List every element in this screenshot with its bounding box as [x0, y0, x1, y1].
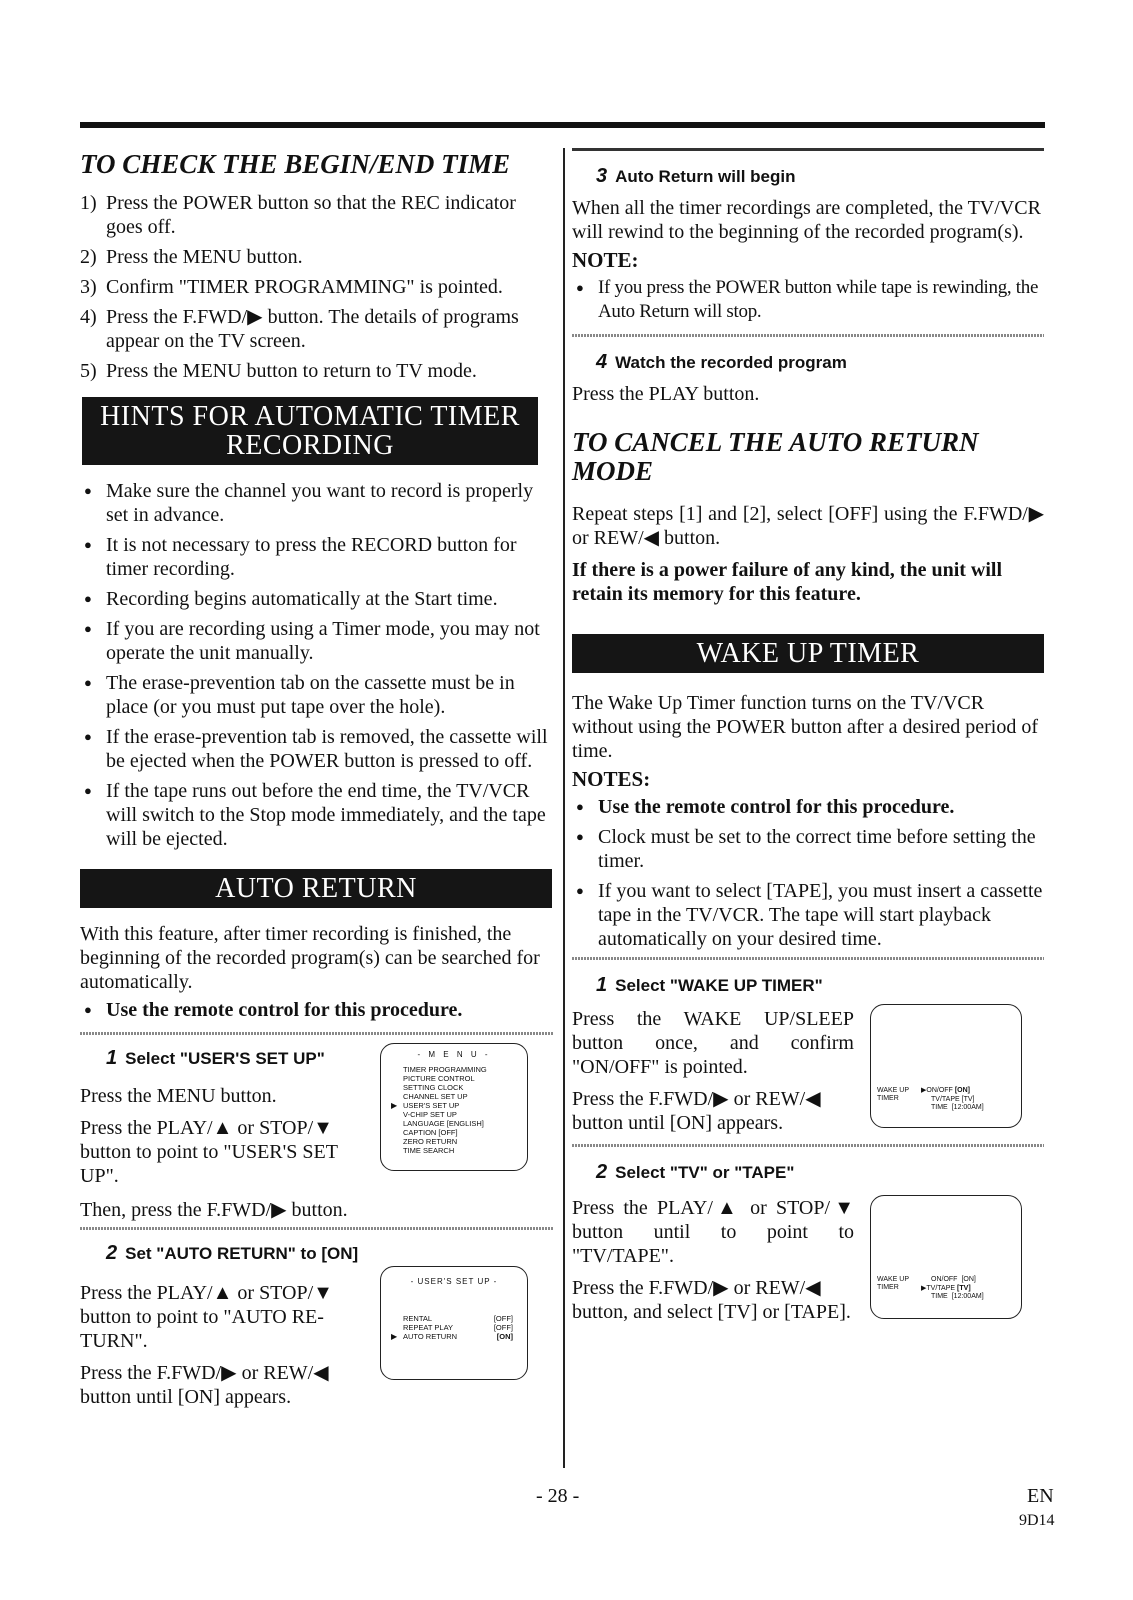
step4-text: Press the PLAY button. [572, 383, 760, 405]
divider [572, 148, 1044, 151]
check-step [80, 305, 554, 353]
step1-title: Select "USER'S SET UP" [125, 1049, 325, 1068]
check-steps [80, 191, 554, 383]
wake-intro: The Wake Up Timer function turns on the TV/VCR without using the POWER button after a desired period of time. [572, 692, 1039, 762]
menu-item-selected [391, 1101, 527, 1110]
notes-item: ● If you want to select [TAPE], you must insert a cassette tape in the TV/VCR. The tape will start playback automatically on your desired time. [572, 879, 1044, 951]
divider [572, 334, 1044, 337]
wake-row-value: [ON] [961, 1276, 976, 1283]
step2-p1: Press the PLAY/▲ or STOP/▼ button to point to "AUTO RE-TURN". [80, 1282, 333, 1352]
wake-screen-2-values [921, 1276, 1017, 1302]
wake-up-banner: WAKE UP TIMER [572, 634, 1044, 673]
users-item [403, 1323, 513, 1332]
step1-num: 1 [106, 1047, 118, 1069]
step1-p2: Press the PLAY/▲ or STOP/▼ button to point to "USER'S SET UP". [80, 1117, 338, 1187]
wake-step1-p2: Press the F.FWD/▶ or REW/◀ button until [ON] appears. [572, 1088, 821, 1134]
menu-item: V-CHIP SET UP [403, 1110, 457, 1119]
cancel-title: TO CANCEL THE AUTO RETURN MODE [572, 427, 979, 486]
wake-row-value: [TV] [957, 1284, 971, 1292]
hint-item: ● If you are recording using a Timer mode, you may not operate the unit manually. [80, 617, 554, 665]
menu-screen [380, 1043, 528, 1171]
menu-item-label: USER'S SET UP [403, 1101, 460, 1110]
wake-screen-2-labels [877, 1276, 909, 1292]
users-item [403, 1314, 513, 1323]
wake-label: WAKE UP [877, 1276, 910, 1283]
step2-num: 2 [106, 1242, 118, 1264]
wake-label: TIMER [877, 1095, 899, 1102]
wake-step2-p2: Press the F.FWD/▶ or REW/◀ button, and select [TV] or [TAPE]. [572, 1277, 851, 1323]
step-text: Confirm "TIMER PROGRAMMING" is pointed. [106, 276, 503, 298]
wake-row-label: TIME [931, 1104, 948, 1111]
menu-item: LANGUAGE [ENGLISH] [403, 1119, 484, 1128]
wake-step2-p1: Press the PLAY/▲ or STOP/▼ button until to point to "TV/TAPE". [572, 1197, 854, 1267]
wake-row-value: [TV] [961, 1095, 975, 1103]
step-num: 2) [80, 246, 97, 268]
check-step [80, 275, 554, 299]
menu-item: SETTING CLOCK [403, 1083, 464, 1092]
notes-item: ● Clock must be set to the correct time before setting the timer. [572, 825, 1044, 873]
wake-row-label: ON/OFF [931, 1276, 958, 1283]
auto-return-intro: With this feature, after timer recording is finished, the beginning of the recorded program(s) can be searched for automatically. [80, 923, 540, 993]
left-column [80, 150, 554, 1412]
wake-row-label: ▶TV/TAPE [921, 1284, 956, 1292]
wake-step2-heading [572, 1161, 1044, 1184]
menu-item: TIMER PROGRAMMING [403, 1065, 487, 1074]
wake-label: WAKE UP [877, 1087, 910, 1094]
step-text: Press the MENU button to return to TV mode. [106, 360, 477, 382]
menu-item: ZERO RETURN [403, 1137, 458, 1146]
menu-item: CHANNEL SET UP [403, 1092, 468, 1101]
check-step [80, 359, 554, 383]
users-screen-title: - USER'S SET UP - [410, 1277, 498, 1286]
users-item-label: REPEAT PLAY [403, 1323, 454, 1332]
note-item: ● If you press the POWER button while tape is rewinding, the Auto Return will stop. [572, 276, 1044, 324]
divider [572, 957, 1044, 960]
users-item-label: AUTO RETURN [403, 1332, 458, 1341]
menu-item: TIME SEARCH [403, 1146, 455, 1155]
column-divider [563, 148, 565, 1468]
wake-screen-1 [870, 1004, 1022, 1128]
step1-p3: Then, press the F.FWD/▶ button. [80, 1199, 348, 1221]
wake-step1 [572, 974, 1044, 1134]
step2-heading [80, 1242, 554, 1265]
divider [80, 1227, 554, 1230]
remote-note: ● Use the remote control for this procedure. [80, 998, 554, 1022]
auto-return-step1 [80, 1047, 554, 1221]
wake-screen-2 [870, 1195, 1022, 1319]
step3-text: When all the timer recordings are completed, the TV/VCR will rewind to the beginning of the recorded program(s). [572, 197, 1041, 243]
wake-screen-1-values [921, 1087, 1017, 1113]
wake-row [921, 1276, 1017, 1285]
step-num: 1) [80, 192, 97, 214]
wake-label: TIMER [877, 1284, 899, 1291]
wake-step2-title: Select "TV" or "TAPE" [615, 1163, 795, 1182]
check-begin-end-title: TO CHECK THE BEGIN/END TIME [80, 149, 511, 179]
right-column [572, 148, 1044, 1361]
hint-item: ● Recording begins automatically at the Start time. [80, 587, 554, 611]
notes-item: ● Use the remote control for this procedure. [572, 795, 1044, 819]
step-text: Press the POWER button so that the REC indicator goes off. [106, 192, 516, 238]
wake-step2-num: 2 [596, 1161, 608, 1183]
top-rule [80, 122, 1045, 128]
wake-step1-p1: Press the WAKE UP/SLEEP button once, and confirm "ON/OFF" is pointed. [572, 1008, 854, 1078]
hint-item: ● If the erase-prevention tab is removed, the cassette will be ejected when the POWER button is pressed to off. [80, 725, 554, 773]
wake-row [921, 1293, 1017, 1302]
step3-title: Auto Return will begin [615, 167, 796, 186]
language-code: EN [1027, 1485, 1054, 1507]
wake-row-value: [ON] [954, 1087, 970, 1094]
divider [572, 1144, 1044, 1147]
auto-return-step2 [80, 1242, 554, 1412]
step-text: Press the F.FWD/▶ button. The details of programs appear on the TV screen. [106, 306, 519, 352]
wake-step1-title: Select "WAKE UP TIMER" [615, 976, 823, 995]
menu-item: CAPTION [OFF] [403, 1128, 458, 1137]
step3-heading [572, 165, 1044, 188]
pointer-icon: ▶ [391, 1101, 398, 1110]
step4-num: 4 [596, 351, 608, 373]
notes-label: NOTES: [572, 767, 651, 791]
users-item-value: [ON] [496, 1332, 513, 1341]
hints-list [80, 479, 554, 851]
wake-row-label: ▶ON/OFF [921, 1087, 953, 1094]
auto-return-remote-list [80, 998, 554, 1022]
hint-item: ● If the tape runs out before the end time, the TV/VCR will switch to the Stop mode immediately, and the tape will be ejected. [80, 779, 554, 851]
menu-screen-title: - M E N U - [417, 1050, 491, 1059]
menu-item: PICTURE CONTROL [403, 1074, 475, 1083]
step-num: 5) [80, 360, 97, 382]
step-num: 4) [80, 306, 97, 328]
pointer-icon: ▶ [391, 1332, 398, 1341]
notes-list [572, 795, 1044, 951]
cancel-text: Repeat steps [1] and [2], select [OFF] using the F.FWD/▶ or REW/◀ button. [572, 503, 1044, 549]
users-item-value: [OFF] [493, 1314, 513, 1323]
note-list [572, 276, 1044, 324]
hints-banner: HINTS FOR AUTOMATIC TIMER RECORDING [82, 397, 538, 465]
note-label: NOTE: [572, 248, 639, 272]
check-step [80, 191, 554, 239]
divider [80, 1032, 554, 1035]
wake-row [921, 1096, 1017, 1105]
step3-num: 3 [596, 165, 608, 187]
step2-p2: Press the F.FWD/▶ or REW/◀ button until [ON] appears. [80, 1362, 329, 1408]
users-item-label: RENTAL [403, 1314, 433, 1323]
step-text: Press the MENU button. [106, 246, 303, 268]
wake-row [921, 1285, 1017, 1294]
wake-row-value: [12:00AM] [951, 1293, 984, 1300]
hint-item: ● The erase-prevention tab on the cassette must be in place (or you must put tape over the hole). [80, 671, 554, 719]
hint-item: ● It is not necessary to press the RECORD button for timer recording. [80, 533, 554, 581]
users-setup-screen [380, 1266, 528, 1380]
wake-step1-heading [572, 974, 1044, 997]
step4-title: Watch the recorded program [615, 353, 847, 372]
check-step [80, 245, 554, 269]
step-num: 3) [80, 276, 97, 298]
page-number: - 28 - [536, 1485, 580, 1507]
users-item-value: [OFF] [493, 1323, 513, 1332]
wake-row-label: TV/TAPE [931, 1095, 960, 1103]
users-item-selected [391, 1332, 513, 1341]
wake-row-value: [12:00AM] [951, 1104, 984, 1111]
users-items [391, 1314, 513, 1341]
wake-screen-1-labels [877, 1087, 909, 1103]
step2-title: Set "AUTO RETURN" to [ON] [125, 1244, 359, 1263]
wake-row [921, 1087, 1017, 1096]
menu-items [381, 1065, 527, 1155]
wake-row [921, 1104, 1017, 1113]
step1-p1: Press the MENU button. [80, 1085, 277, 1107]
wake-step2 [572, 1161, 1044, 1361]
step4-heading [572, 351, 1044, 374]
document-code: 9D14 [1019, 1512, 1055, 1529]
auto-return-banner: AUTO RETURN [80, 869, 552, 908]
wake-step1-num: 1 [596, 974, 608, 996]
wake-row-label: TIME [931, 1293, 948, 1300]
power-failure-note: If there is a power failure of any kind, the unit will retain its memory for this feature. [572, 559, 1003, 605]
hint-item: ● Make sure the channel you want to record is properly set in advance. [80, 479, 554, 527]
